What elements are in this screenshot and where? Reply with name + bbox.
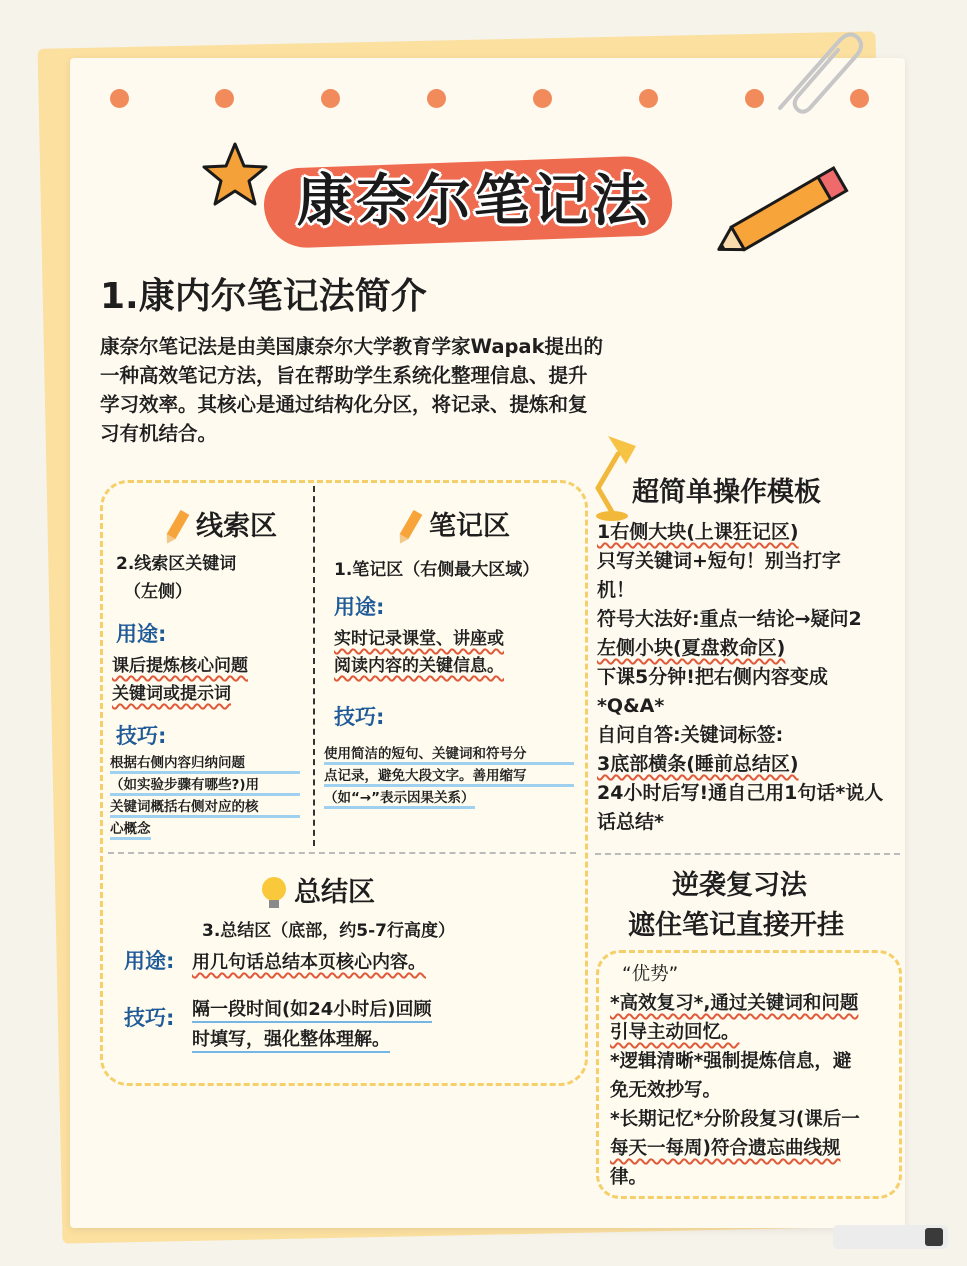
summary-use-label: 用途: xyxy=(124,949,175,973)
cue-zone-title: 线索区 xyxy=(160,504,277,548)
binder-dot xyxy=(639,89,658,108)
note-zone-subtitle: 1.笔记区（右侧最大区域） xyxy=(334,560,540,580)
intro-line: 康奈尔笔记法是由美国康奈尔大学教育学家Wapak提出的 xyxy=(100,335,604,358)
row-divider xyxy=(108,852,576,854)
note-zone-title: 笔记区 xyxy=(393,504,510,548)
template-line: *Q&A* xyxy=(597,695,665,717)
advantage-line: 免无效抄写。 xyxy=(610,1080,722,1101)
advantage-line: *逻辑清晰*强制提炼信息，避 xyxy=(610,1051,852,1072)
summary-use-text: 用几句话总结本页核心内容。 xyxy=(192,952,426,973)
binder-dot xyxy=(215,89,234,108)
watermark-icon xyxy=(833,1222,948,1252)
note-tip-text: 使用简洁的短句、关键词和符号分 点记录，避免大段文字。善用缩写 （如“→”表示因果关系） xyxy=(324,743,574,809)
advantage-line: “优势” xyxy=(622,964,679,985)
cue-tip-label: 技巧: xyxy=(116,724,167,748)
template-line: 1右侧大块(上课狂记区) xyxy=(597,521,799,543)
binder-dot xyxy=(533,89,552,108)
review-title: 逆袭复习法 xyxy=(672,870,807,901)
column-divider xyxy=(313,486,315,846)
binder-dot xyxy=(321,89,340,108)
intro-line: 一种高效笔记方法，旨在帮助学生系统化整理信息、提升 xyxy=(100,364,588,387)
note-use-line: 实时记录课堂、讲座或 xyxy=(334,629,504,649)
cue-use-label: 用途: xyxy=(116,622,167,646)
lightbulb-icon xyxy=(258,874,290,914)
template-line: 下课5分钟!把右侧内容变成 xyxy=(597,666,828,688)
note-use-line: 阅读内容的关键信息。 xyxy=(334,656,504,676)
summary-zone-title: 总结区 xyxy=(258,870,375,914)
advantage-line: 引导主动回忆。 xyxy=(610,1022,740,1043)
cue-tip-text: 根据右侧内容归纳问题 （如实验步骤有哪些?)用 关键词概括右侧对应的核 心概念 xyxy=(110,752,300,840)
paperclip-icon xyxy=(770,28,870,118)
pencil-icon xyxy=(393,508,425,548)
pencil-icon xyxy=(160,508,192,548)
title-banner xyxy=(200,140,720,250)
summary-tip-label: 技巧: xyxy=(124,1006,175,1030)
advantages-list xyxy=(610,960,900,1192)
template-line: 只写关键词+短句！别当打字 xyxy=(597,550,841,572)
note-tip-label: 技巧: xyxy=(334,705,385,729)
right-divider xyxy=(595,853,900,855)
binder-dot xyxy=(110,89,129,108)
cue-zone-subtitle: （左侧） xyxy=(124,582,192,602)
summary-zone-subtitle: 3.总结区（底部，约5-7行高度） xyxy=(202,921,455,941)
page-title: 康奈尔笔记法 xyxy=(297,169,651,234)
template-line: 话总结* xyxy=(597,811,664,833)
advantage-line: 律。 xyxy=(610,1167,648,1188)
template-line: 机！ xyxy=(597,579,636,601)
template-line: 自问自答:关键词标签: xyxy=(597,724,784,746)
intro-line: 学习效率。其核心是通过结构化分区，将记录、提炼和复 xyxy=(100,393,588,416)
binder-dot xyxy=(745,89,764,108)
advantage-line: *高效复习*,通过关键词和问题 xyxy=(610,993,859,1014)
intro-line: 习有机结合。 xyxy=(100,422,218,445)
template-list xyxy=(597,518,917,837)
star-icon xyxy=(200,140,270,210)
review-subtitle: 遮住笔记直接开挂 xyxy=(628,910,844,941)
template-line: 符号大法好:重点一结论→疑问2 xyxy=(597,608,862,630)
note-use-label: 用途: xyxy=(334,595,385,619)
pencil-icon xyxy=(700,160,870,260)
template-line: 左侧小块(夏盘救命区) xyxy=(597,637,786,659)
cue-use-line: 课后提炼核心问题 xyxy=(112,656,248,676)
template-line: 3底部横条(睡前总结区) xyxy=(597,753,799,775)
advantage-line: *长期记忆*分阶段复习(课后一 xyxy=(610,1109,860,1130)
cue-use-line: 关键词或提示词 xyxy=(112,684,231,704)
cue-zone-subtitle: 2.线索区关键词 xyxy=(116,554,237,574)
binder-dot xyxy=(427,89,446,108)
template-line: 24小时后写!通自己用1句话*说人 xyxy=(597,782,884,804)
template-title: 超简单操作模板 xyxy=(632,477,821,508)
section-heading: 1.康内尔笔记法简介 xyxy=(100,276,427,317)
advantage-line: 每天一每周)符合遗忘曲线规 xyxy=(610,1138,841,1159)
summary-tip-text: 隔一段时间(如24小时后)回顾 时填写，强化整体理解。 xyxy=(192,995,432,1055)
